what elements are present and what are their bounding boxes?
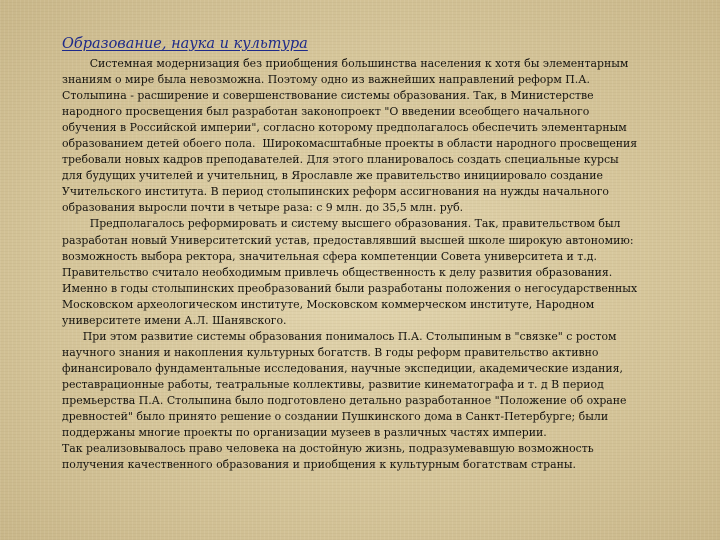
text-line: Системная модернизация без приобщения большинства населения к хотя бы элементарным [62,57,629,70]
text-line: разработан новый Университетский устав, предоставлявший высшей школе широкую автономию: [62,233,634,247]
text-line: Учительского института. В период столыпинских реформ ассигнования на нужды начального [62,185,609,199]
text-line: реставрационные работы, театральные коллективы, развитие кинематографа и т. д В период [62,377,604,391]
text-line: финансировало фундаментальные исследования, научные экспедиции, академические издания, [62,361,623,375]
text-line: премьерства П.А. Столыпина было подготовлено детально разработанное "Положение об охране [62,393,627,407]
text-line: Столыпина - расширение и совершенствование системы образования. Так, в Министерстве [62,89,594,103]
text-line: Московском археологическом институте, Московском коммерческом институте, Народном [62,297,595,311]
text-line: Правительство считало необходимым привлечь общественность к делу развития образования. [62,265,613,279]
page-title: Образование, наука и культура [62,36,308,52]
paragraph-2 [62,216,662,328]
text-line: Именно в годы столыпинских преобразований были разработаны положения о негосударственных [62,281,638,295]
text-line: университете имени А.Л. Шанявского. [62,313,287,327]
text-line: Предполагалось реформировать и систему высшего образования. Так, правительством был [62,217,621,231]
text-line: образованием детей обоего пола. Широкомасштабные проекты в области народного просвещения [62,137,638,151]
body-text [62,56,662,473]
text-line: народного просвещения был разработан законопроект "О введении всеобщего начального [62,105,590,119]
text-line: Так реализовывалось право человека на достойную жизнь, подразумевавшую возможность [62,442,594,456]
text-line: требовали новых кадров преподавателей. Для этого планировалось создать специальные курсы [62,153,619,167]
text-line: древностей" было принято решение о создании Пушкинского дома в Санкт-Петербурге; были [62,410,609,424]
text-line: обучения в Российской империи", согласно которому предполагалось обеспечить элементарным [62,121,627,135]
text-line: При этом развитие системы образования понималось П.А. Столыпиным в "связке" с ростом [62,329,617,343]
text-line: научного знания и накопления культурных богатств. В годы реформ правительство активно [62,345,599,359]
text-line: знаниям о мире была невозможна. Поэтому одно из важнейших направлений реформ П.А. [62,73,590,87]
paragraph-1 [62,56,662,216]
text-line: возможность выбора ректора, значительная сфера компетенции Совета университета и т.д. [62,249,597,263]
text-line: получения качественного образования и приобщения к культурным богатствам страны. [62,458,576,472]
paragraph-3 [62,329,662,473]
text-line: поддержаны многие проекты по организации музеев в различных частях империи. [62,426,547,440]
text-line: для будущих учителей и учительниц, в Ярославле же правительство инициировало создание [62,169,603,183]
text-line: образования выросли почти в четыре раза: с 9 млн. до 35,5 млн. руб. [62,201,464,215]
